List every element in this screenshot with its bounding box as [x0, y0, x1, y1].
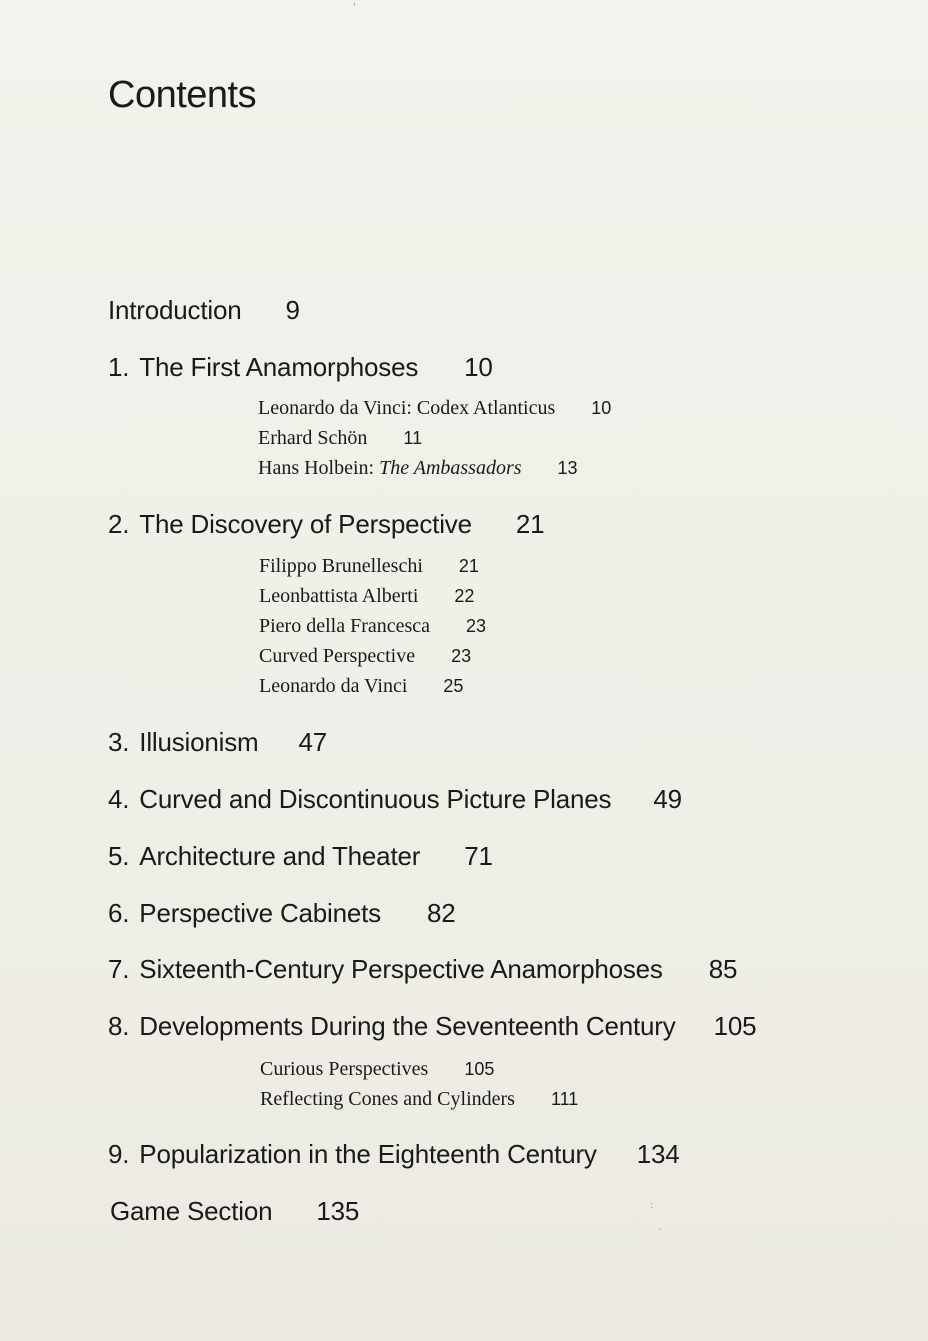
- chapter-page-number: 85: [708, 954, 738, 984]
- chapter-number: 6.: [108, 898, 130, 928]
- chapter-page-number: 134: [636, 1139, 680, 1169]
- chapter-page-number: 105: [713, 1011, 757, 1041]
- subentry-label: Filippo Brunelleschi: [259, 555, 423, 577]
- chapter-page-number: 21: [515, 509, 545, 539]
- toc-subentry[interactable]: [258, 395, 611, 421]
- entry-page-number: 135: [316, 1196, 360, 1226]
- toc-entry-chapter-6[interactable]: [108, 897, 456, 929]
- chapter-title: Popularization in the Eighteenth Century: [139, 1139, 597, 1169]
- toc-subentry[interactable]: [259, 553, 479, 579]
- subentry-page-number: 10: [591, 398, 612, 418]
- toc-subentry[interactable]: [260, 1086, 578, 1112]
- subentry-page-number: 23: [466, 616, 487, 636]
- chapter-page-number: 47: [298, 727, 327, 757]
- chapter-number: 2.: [108, 509, 130, 539]
- toc-subentry[interactable]: [259, 583, 474, 609]
- subentry-page-number: 11: [403, 428, 423, 448]
- chapter-number: 7.: [108, 954, 130, 984]
- subentry-label-italic: The Ambassadors: [379, 457, 522, 479]
- subentry-page-number: 22: [454, 586, 475, 606]
- subentry-label: Curious Perspectives: [260, 1058, 429, 1080]
- subentry-label: Piero della Francesca: [259, 615, 431, 637]
- toc-entry-chapter-4[interactable]: [108, 783, 682, 815]
- subentry-label-prefix: Hans Holbein:: [258, 457, 380, 479]
- toc-entry-chapter-5[interactable]: [108, 840, 493, 872]
- chapter-title: Architecture and Theater: [139, 841, 421, 871]
- page-title: Contents: [108, 74, 257, 116]
- toc-entry-chapter-7[interactable]: [108, 953, 737, 985]
- subentry-label: Leonardo da Vinci: [259, 675, 408, 697]
- chapter-page-number: 49: [653, 784, 682, 814]
- toc-subentry[interactable]: [259, 643, 471, 669]
- chapter-title: Curved and Discontinuous Picture Planes: [139, 784, 612, 814]
- toc-entry-chapter-1[interactable]: [108, 351, 493, 383]
- chapter-number: 9.: [108, 1139, 130, 1169]
- chapter-title: Sixteenth-Century Perspective Anamorphoses: [139, 954, 663, 984]
- toc-entry-chapter-8[interactable]: [108, 1010, 756, 1042]
- subentry-page-number: 23: [451, 646, 472, 666]
- subentry-label: Leonardo da Vinci: Codex Atlanticus: [258, 397, 556, 419]
- toc-subentry[interactable]: [260, 1056, 494, 1082]
- chapter-title: Illusionism: [139, 727, 259, 757]
- chapter-title: Perspective Cabinets: [139, 898, 381, 928]
- chapter-title: Developments During the Seventeenth Century: [139, 1011, 676, 1041]
- subentry-page-number: 111: [550, 1089, 579, 1109]
- subentry-page-number: 105: [464, 1059, 495, 1079]
- toc-subentry[interactable]: [258, 425, 422, 451]
- paper-speck: .: [658, 1222, 662, 1233]
- toc-entry-chapter-9[interactable]: [108, 1138, 680, 1170]
- paper-speck: ': [353, 2, 356, 13]
- paper-speck: :: [650, 1200, 654, 1211]
- subentry-label: Curved Perspective: [259, 645, 416, 667]
- chapter-page-number: 82: [426, 898, 456, 928]
- chapter-number: 1.: [108, 352, 130, 382]
- toc-subentry[interactable]: [258, 455, 578, 481]
- subentry-page-number: 21: [458, 556, 479, 576]
- subentry-page-number: 13: [557, 458, 578, 478]
- entry-label: Game Section: [110, 1196, 273, 1226]
- toc-entry-chapter-3[interactable]: [108, 726, 327, 758]
- subentry-label: Erhard Schön: [258, 427, 368, 449]
- subentry-label: Leonbattista Alberti: [259, 585, 419, 607]
- toc-entry-game-section[interactable]: [110, 1195, 359, 1227]
- toc-entry-introduction[interactable]: [108, 294, 300, 326]
- chapter-page-number: 10: [464, 352, 493, 382]
- chapter-number: 3.: [108, 727, 130, 757]
- chapter-title: The Discovery of Perspective: [139, 509, 472, 539]
- chapter-title: The First Anamorphoses: [139, 352, 419, 382]
- subentry-label: Reflecting Cones and Cylinders: [260, 1088, 515, 1110]
- toc-subentry[interactable]: [259, 673, 463, 699]
- chapter-number: 4.: [108, 784, 130, 814]
- chapter-page-number: 71: [464, 841, 493, 871]
- chapter-number: 8.: [108, 1011, 130, 1041]
- entry-page-number: 9: [285, 295, 300, 325]
- toc-entry-chapter-2[interactable]: [108, 508, 544, 540]
- subentry-page-number: 25: [443, 676, 464, 696]
- entry-label: Introduction: [108, 295, 242, 325]
- chapter-number: 5.: [108, 841, 130, 871]
- toc-subentry[interactable]: [259, 613, 486, 639]
